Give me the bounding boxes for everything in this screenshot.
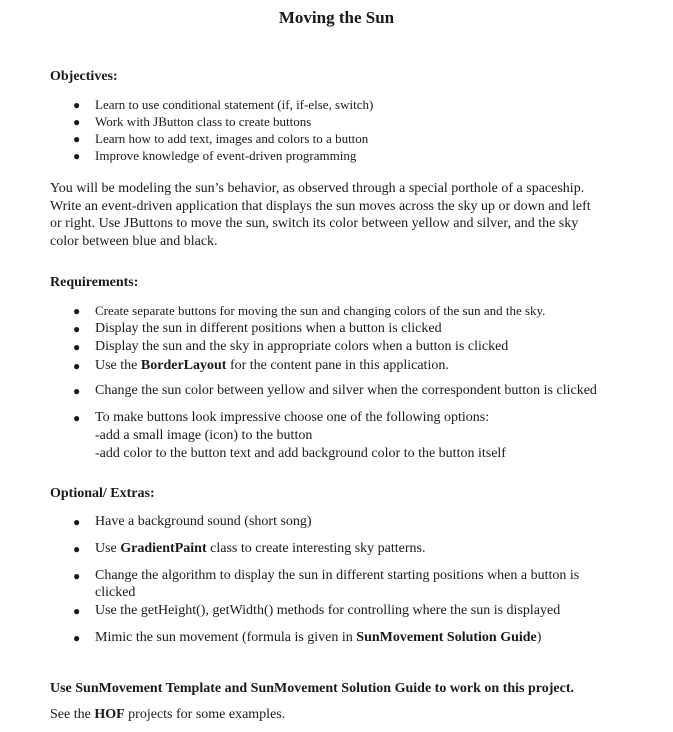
- optional-text: Use the getHeight(), getWidth() methods for controlling where the sun is displayed: [95, 603, 561, 618]
- bullet-icon: ●: [73, 149, 81, 163]
- optional-text: [95, 629, 541, 647]
- objective-text: Improve knowledge of event-driven programming: [95, 148, 357, 163]
- optional-text: clicked: [95, 585, 136, 600]
- optional-text: Have a background sound (short song): [95, 514, 312, 529]
- bullet-icon: ●: [73, 542, 81, 556]
- intro-line: You will be modeling the sun’s behavior, as observed through a special porthole of a spaceship.: [50, 181, 585, 196]
- optional-text-pre: Use: [95, 541, 121, 556]
- optional-text-post: ): [536, 630, 542, 645]
- bullet-icon: ●: [73, 322, 81, 336]
- objectives-heading: Objectives:: [50, 69, 118, 84]
- hof-term: HOF: [94, 707, 125, 722]
- bullet-icon: ●: [73, 115, 81, 129]
- optional-heading: Optional/ Extras:: [50, 486, 155, 501]
- page-title: Moving the Sun: [278, 8, 395, 27]
- requirement-text: Display the sun in different positions when a button is clicked: [95, 321, 442, 336]
- requirement-text: Change the sun color between yellow and silver when the correspondent button is clicked: [95, 383, 597, 398]
- requirement-text: [95, 357, 449, 375]
- bullet-icon: ●: [73, 569, 81, 583]
- requirements-heading: Requirements:: [50, 275, 139, 290]
- objective-text: Learn to use conditional statement (if, if-else, switch): [95, 97, 374, 112]
- requirement-text: Create separate buttons for moving the sun and changing colors of the sun and the sky.: [95, 303, 546, 318]
- see-examples-line: [50, 707, 285, 723]
- bullet-icon: ●: [73, 384, 81, 398]
- bullet-icon: ●: [73, 304, 81, 318]
- gradientpaint-term: GradientPaint: [120, 541, 207, 556]
- optional-text: Change the algorithm to display the sun in different starting positions when a button is: [95, 568, 580, 583]
- optional-text-post: class to create interesting sky patterns.: [206, 541, 426, 556]
- template-instruction: Use SunMovement Template and SunMovement Solution Guide to work on this project.: [50, 681, 575, 696]
- requirement-text-pre: Use the: [95, 358, 141, 373]
- optional-text-pre: Mimic the sun movement (formula is given in: [95, 630, 357, 645]
- objective-text: Learn how to add text, images and colors to a button: [95, 131, 369, 146]
- bullet-icon: ●: [73, 132, 81, 146]
- see-post: projects for some examples.: [124, 707, 286, 722]
- see-pre: See the: [50, 707, 95, 722]
- option-text: -add a small image (icon) to the button: [95, 428, 313, 443]
- intro-line: Write an event-driven application that displays the sun moves across the sky up or down and left: [50, 198, 591, 214]
- optional-text: [95, 540, 426, 558]
- requirement-text: Display the sun and the sky in appropriate colors when a button is clicked: [95, 339, 509, 354]
- requirement-text: To make buttons look impressive choose one of the following options:: [95, 410, 490, 425]
- bullet-icon: ●: [73, 515, 81, 529]
- bullet-icon: ●: [73, 98, 81, 112]
- bullet-icon: ●: [73, 359, 81, 373]
- intro-line: color between blue and black.: [50, 233, 218, 249]
- borderlayout-term: BorderLayout: [140, 358, 227, 373]
- requirement-text-post: for the content pane in this application.: [226, 358, 449, 373]
- intro-line: or right. Use JButtons to move the sun, switch its color between yellow and silver, and the sky: [50, 216, 579, 231]
- solution-guide-term: SunMovement Solution Guide: [356, 630, 537, 645]
- option-text: -add color to the button text and add background color to the button itself: [95, 446, 506, 461]
- bullet-icon: ●: [73, 604, 81, 618]
- intro-paragraph: [50, 180, 640, 250]
- bullet-icon: ●: [73, 411, 81, 425]
- bullet-icon: ●: [73, 340, 81, 354]
- bullet-icon: ●: [73, 631, 81, 645]
- objective-text: Work with JButton class to create buttons: [95, 114, 312, 129]
